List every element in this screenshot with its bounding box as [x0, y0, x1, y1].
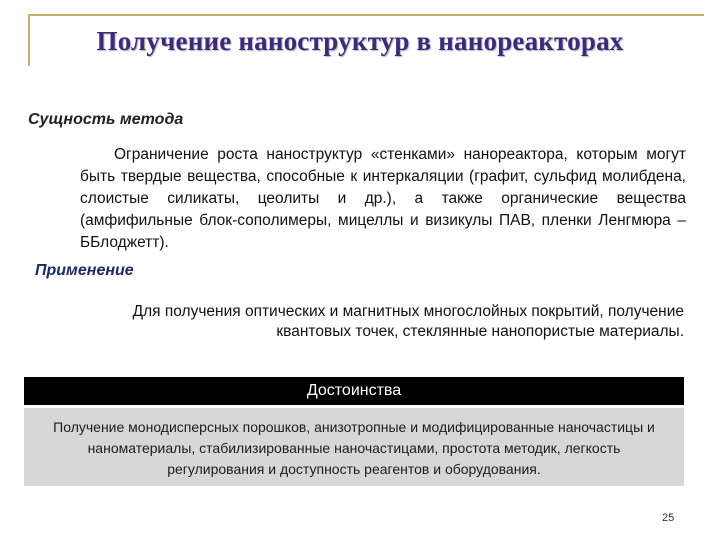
title-frame-top-line [28, 14, 704, 16]
essence-heading: Сущность метода [28, 111, 184, 128]
slide-title: Получение наноструктур в нанореакторах [96, 26, 624, 56]
application-heading: Применение [35, 262, 134, 279]
advantages-header: Достоинства [24, 377, 684, 405]
page-number: 25 [662, 512, 675, 524]
advantages-body: Получение монодисперсных порошков, анизотропные и модифицированные наночастицы и наноматериалы, стабилизированные наночастицами, простота методик, легкость регулирования и доступность реагентов и оборудования. [24, 408, 684, 486]
essence-text: Ограничение роста наноструктур «стенками» нанореактора, которым могут быть твердые вещества, способные к интеркаляции (графит, сульфид молибдена, слоистые силикаты, цеолиты и др.), а также органические вещества (амфифильные блок-сополимеры, мицеллы и визикулы ПАВ, пленки Ленгмюра – ББлоджетт). [80, 146, 686, 251]
title-frame-left-line [28, 14, 30, 66]
application-text: Для получения оптических и магнитных многослойных покрытий, получение квантовых точек, стеклянные нанопористые материалы. [132, 303, 684, 340]
